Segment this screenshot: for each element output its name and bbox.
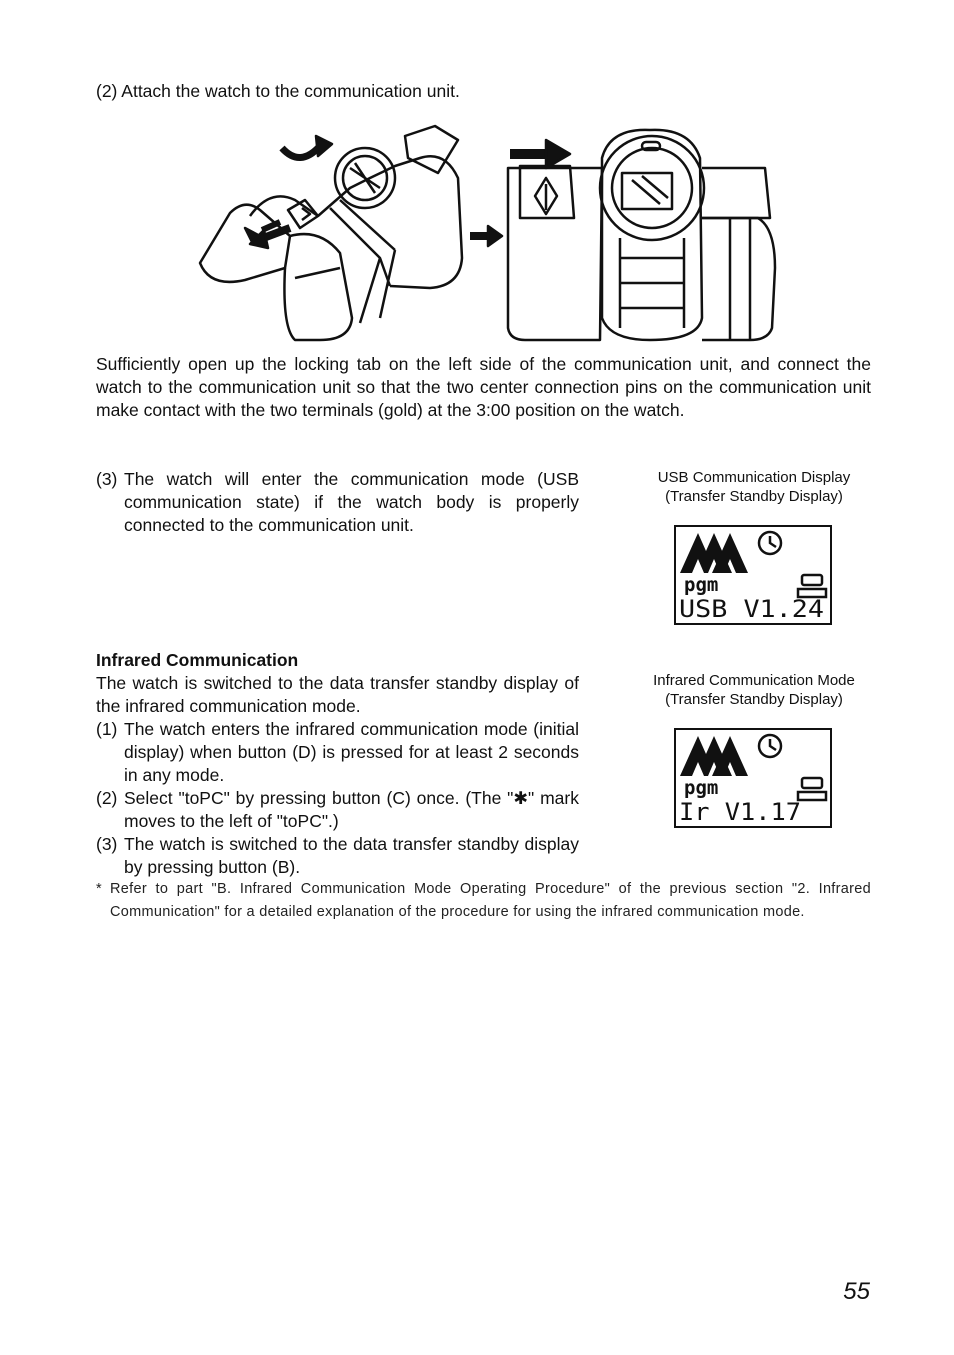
clock-icon [759, 532, 781, 554]
step-2-instruction: (2) Attach the watch to the communication unit. [96, 81, 460, 101]
caption-line-1: USB Communication Display [657, 469, 851, 486]
clock-icon [759, 735, 781, 757]
usb-lcd-display [674, 525, 832, 625]
infrared-section [96, 649, 579, 879]
lcd-mode-text: pgm [684, 777, 719, 799]
lcd-version-text: USB V1.24 [679, 595, 824, 623]
page-number: 55 [843, 1278, 870, 1305]
item-number: (1) [96, 719, 118, 739]
pc-icon [798, 778, 826, 800]
rotate-arrow-icon [282, 146, 320, 158]
arrow-head-icon [316, 136, 332, 156]
pc-icon [798, 575, 826, 597]
lcd-mode-text: pgm [684, 574, 719, 596]
note-mark: * [96, 881, 102, 897]
infrared-intro: The watch is switched to the data transfer standby display of the infrared communication mode. [96, 673, 579, 716]
list-item [96, 787, 579, 833]
list-item [96, 718, 579, 787]
item-text: The watch is switched to the data transfer standby display by pressing button (B). [124, 834, 579, 877]
infrared-lcd-display [674, 728, 832, 828]
footnote [96, 878, 871, 924]
lcd-graphics [676, 730, 830, 826]
watch-attachment-illustration [190, 118, 790, 346]
list-item [96, 833, 579, 879]
lcd-version-text: Ir V1.17 [679, 798, 801, 826]
item-number: (3) [96, 834, 118, 854]
item-text: Select "toPC" by pressing button (C) once. (The "✱" mark moves to the left of "toPC".) [124, 788, 579, 831]
logo-icon [680, 533, 748, 573]
caption-line-2: (Transfer Standby Display) [665, 488, 843, 505]
caption-line-1: Infrared Communication Mode [653, 672, 855, 689]
infrared-heading: Infrared Communication [96, 650, 299, 670]
lcd-graphics [676, 527, 830, 623]
connection-paragraph: Sufficiently open up the locking tab on the left side of the communication unit, and connect the watch to the communication unit so that the two center connection pins on the communication unit make contact with the two terminals (gold) at the 3:00 position on the watch. [96, 354, 871, 420]
item-number: (2) [96, 788, 118, 808]
usb-display-caption [624, 468, 884, 506]
caption-line-2: (Transfer Standby Display) [665, 691, 843, 708]
logo-icon [680, 736, 748, 776]
open-unit-drawing [200, 126, 462, 340]
item-text: The watch enters the infrared communication mode (initial display) when button (D) is pressed for at least 2 seconds in any mode. [124, 719, 579, 785]
usb-step-3 [96, 468, 579, 537]
infrared-display-caption [624, 671, 884, 709]
note-text: Refer to part "B. Infrared Communication Mode Operating Procedure" of the previous section "2. Infrared Communication" for a detailed explanation of the procedure for using the infrared communication mode. [110, 881, 871, 920]
step-number: (3) [96, 469, 118, 489]
step-text: The watch will enter the communication mode (USB communication state) if the watch body is properly connected to the communication unit. [124, 469, 579, 535]
